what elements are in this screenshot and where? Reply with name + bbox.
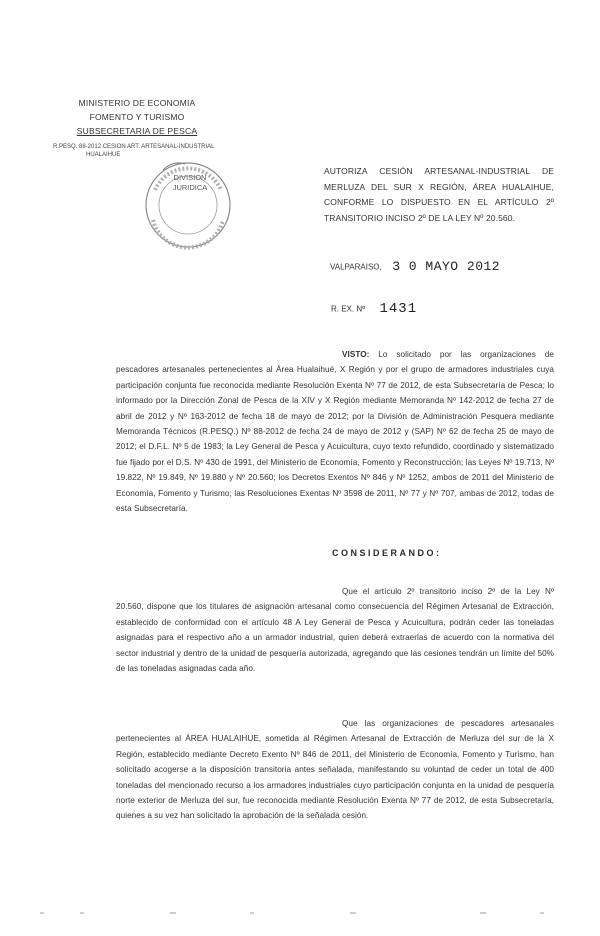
seal-label xyxy=(165,173,215,193)
considerando-2-text: Que las organizaciones de pescadores artesanales pertenecientes al ÁREA HUALAIHUE, sometida al Régimen Artesanal de Extracción de Merluza del sur de la X Región, establecido mediante Decreto Exento Nº 846 de 2011, del Ministerio de Economía, Fomento y Turismo, han solicitado acogerse a la disposición transitoria antes señalada, manifestando su voluntad de ceder un total de 400 toneladas del mencionado recurso a los armadores industriales cuyo participación conjunta en la unidad de pesquería norte exterior de Merluza del sur, fue reconocida mediante Resolución Exenta Nº 77 de 2012, de esta Subsecretaría, quienes a su vez han solicitado la aprobación de la señalada cesión. xyxy=(116,719,554,821)
stamped-date: 3 0 MAYO 2012 xyxy=(392,259,501,275)
resolution-number-label: R. EX. Nº xyxy=(331,304,366,314)
division-juridica-seal xyxy=(133,150,243,260)
date-line xyxy=(330,258,500,276)
subsecretaria-name: SUBSECRETARIA DE PESCA xyxy=(76,126,198,136)
visto-label: VISTO: xyxy=(342,350,370,359)
scan-artifacts xyxy=(20,910,580,916)
considerando-1-text: Que el artículo 2º transitorio inciso 2º de la Ley Nº 20.560, dispone que los titulares de asignación artesanal como consecuencia del Régimen Artesanal de Extracción, establecido de conformidad con el artículo 48 A Ley General de Pesca y Acuicultura, podrán ceder las toneladas asignadas para el respectivo año a un armador industrial, quien deberá extraerlas de acuerdo con la normativa del sector industrial y dentro de la unidad de pesquería autorizada, agregando que las cesiones tendrán un límite del 50% de las toneladas asignadas cada año. xyxy=(116,587,554,674)
reference-location: HUALAIHUE xyxy=(86,152,121,158)
visto-text: Lo solicitado por las organizaciones de pescadores artesanales pertenecientes al Área Hualaihué, X Región y por el grupo de armadores industriales cuya participación conjunta fue reconocida mediante Resolución Exenta Nº 77 de 2012, de esta Subsecretaría de Pesca; lo informado por la Dirección Zonal de Pesca de la XIV y X Región mediante Memoranda Nº 142-2012 de fecha 27 de abril de 2012 y Nº 163-2012 de fecha 18 de mayo de 2012; por la División de Administración Pesquera mediante Memoranda Técnicos (R.PESQ.) Nº 88-2012 de fecha 24 de mayo de 2012 y (SAP) Nº 62 de fecha 25 de mayo de 2012; el D.F.L. Nº 5 de 1983; la Ley General de Pesca y Acuicultura, cuyo texto refundido, coordinado y sistematizado fue fijado por el D.S. Nº 430 de 1991, del Ministerio de Economía, Fomento y Reconstrucción; las Leyes Nº 19.713, Nº 19.822, Nº 19.849, Nº 19.880 y Nº 20.560; los Decretos Exentos Nº 846 y Nº 1252, ambos de 2011 del Ministerio de Economía, Fomento y Turismo; las Resoluciones Exentas Nº 3598 de 2011, Nº 77 y Nº 707, ambas de 2012, todas de esta Subsecretaría. xyxy=(116,350,554,514)
ministry-subtitle: FOMENTO Y TURISMO xyxy=(89,112,185,122)
considerando-paragraph-2 xyxy=(116,716,554,824)
letterhead xyxy=(52,96,222,138)
seal-line-1: DIVISION xyxy=(173,173,207,182)
city-label: VALPARAISO, xyxy=(330,262,382,272)
considerando-paragraph-1 xyxy=(116,584,554,676)
ministry-name: MINISTERIO DE ECONOMIA xyxy=(78,98,196,108)
considerando-heading: CONSIDERANDO: xyxy=(332,548,442,558)
resolution-number: 1431 xyxy=(379,300,418,317)
seal-line-2: JURIDICA xyxy=(172,183,208,192)
visto-paragraph xyxy=(116,347,554,516)
reference-line: R.PESQ. 88-2012 CESION ART. ARTESANAL-INDUSTRIAL xyxy=(53,144,215,150)
resolution-summary: AUTORIZA CESIÓN ARTESANAL-INDUSTRIAL DE MERLUZA DEL SUR X REGIÓN, ÁREA HUALAIHUE, CONFORME LO DISPUESTO EN EL ARTÍCULO 2º TRANSITORIO INCISO 2º DE LA LEY Nº 20.560. xyxy=(324,166,554,223)
resolution-number-line xyxy=(331,300,417,318)
